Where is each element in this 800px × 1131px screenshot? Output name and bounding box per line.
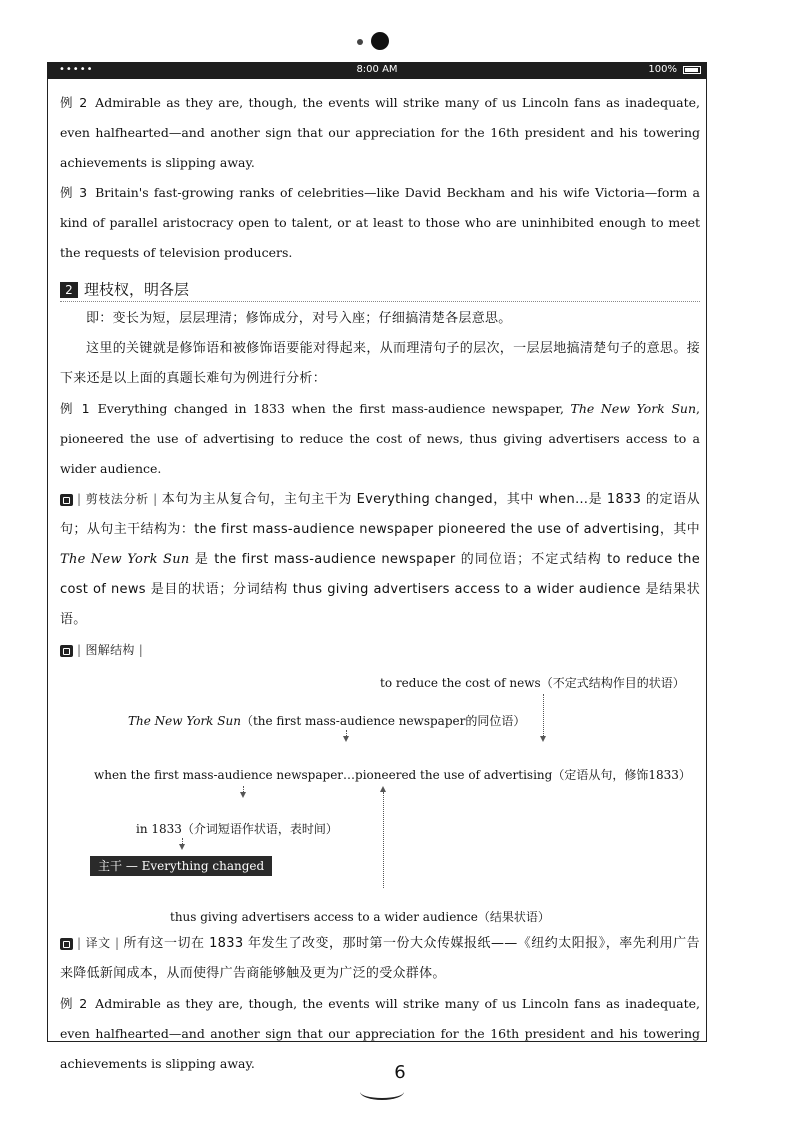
section-title: 理枝杈，明各层 bbox=[84, 280, 190, 299]
diagram-heading bbox=[60, 635, 700, 666]
note-icon bbox=[60, 645, 73, 657]
page-number: 6 bbox=[394, 1062, 406, 1083]
translation-text: 所有这一切在 1833 年发生了改变，那时第一份大众传媒报纸——《纽约太阳报》，率先利用广告来降低新闻成本，从而使得广告商能够触及更为广泛的受众群体。 bbox=[60, 936, 700, 981]
note-icon bbox=[60, 938, 73, 950]
sensor-dot bbox=[357, 39, 363, 45]
analysis-text: 是 the first mass-audience newspaper 的同位语；不定式结构 to reduce the cost of news 是目的状语；分词结构 thus giving advertisers access to a wider audience 是结果状语。 bbox=[60, 552, 700, 627]
example-paragraph bbox=[60, 88, 700, 178]
arrow-down-icon bbox=[179, 844, 185, 850]
intro-paragraph: 这里的关键就是修饰语和被修饰语要能对得起来，从而理清句子的层次，一层层地搞清楚句子的意思。接下来还是以上面的真题长难句为例进行分析： bbox=[60, 341, 700, 386]
section-heading bbox=[60, 274, 700, 304]
example-paragraph bbox=[60, 178, 700, 268]
appositive-note: （the first mass-audience newspaper的同位语） bbox=[240, 714, 526, 728]
example-text: Britain's fast-growing ranks of celebrities—like David Beckham and his wife Victoria—form a kind of parallel aristocracy open to talent, or at least to those who are uninhibited enough to meet the requests of television producers. bbox=[60, 185, 700, 260]
example-text: Admirable as they are, though, the events will strike many of us Lincoln fans as inadequate, even halfhearted—and another sign that our appreciation for the 16th president and his towering achievements is slipping away. bbox=[60, 996, 700, 1071]
battery-icon bbox=[683, 66, 701, 74]
example-label: 例 2 bbox=[60, 996, 88, 1011]
time-label: in 1833（介词短语作状语，表时间） bbox=[136, 822, 338, 836]
translation-paragraph bbox=[60, 928, 700, 989]
diagram-tag: | 图解结构 | bbox=[77, 643, 143, 657]
structure-diagram bbox=[60, 666, 700, 928]
appositive-label bbox=[128, 706, 525, 736]
main-clause-box: 主干 — Everything changed bbox=[90, 856, 272, 876]
appositive-title: The New York Sun bbox=[128, 714, 241, 728]
result-label: thus giving advertisers access to a wider audience（结果状语） bbox=[170, 910, 550, 924]
section-number: 2 bbox=[60, 282, 78, 298]
example-label: 例 2 bbox=[60, 95, 88, 110]
page-number-arc bbox=[360, 1084, 404, 1100]
example-text-part: Everything changed in 1833 when the first mass-audience newspaper, bbox=[97, 401, 571, 416]
section-divider bbox=[60, 301, 700, 302]
example-title: The New York Sun bbox=[570, 401, 696, 416]
intro-line: 即：变长为短，层层理清；修饰成分，对号入座；仔细搞清楚各层意思。 bbox=[86, 311, 512, 326]
page-content bbox=[60, 88, 700, 1079]
example-label: 例 1 bbox=[60, 401, 90, 416]
analysis-paragraph bbox=[60, 484, 700, 635]
example-paragraph bbox=[60, 394, 700, 484]
arrow-down-icon bbox=[540, 736, 546, 742]
analysis-tag: | 剪枝法分析 | bbox=[77, 492, 157, 506]
signal-indicator: ••••• bbox=[59, 64, 94, 75]
arrow-down-icon bbox=[240, 792, 246, 798]
analysis-text: 本句为主从复合句，主句主干为 Everything changed，其中 when…是 1833 的定语从句；从句主干结构为：the first mass-audience newspaper pioneered the use of advertising，其中 bbox=[60, 492, 700, 537]
device-camera bbox=[0, 30, 800, 54]
status-bar bbox=[47, 62, 707, 79]
purpose-label: to reduce the cost of news（不定式结构作目的状语） bbox=[380, 676, 685, 690]
clause-label: when the first mass-audience newspaper…pioneered the use of advertising（定语从句，修饰1833） bbox=[94, 768, 691, 782]
battery-percent: 100% bbox=[648, 64, 677, 75]
example-text-part: , pioneered the use of advertising to reduce the cost of news, thus giving advertisers access to a wider audience. bbox=[60, 401, 700, 476]
example-label: 例 3 bbox=[60, 185, 88, 200]
note-icon bbox=[60, 494, 73, 506]
arrow-down-icon bbox=[343, 736, 349, 742]
camera-lens bbox=[371, 32, 389, 50]
example-text: Admirable as they are, though, the events will strike many of us Lincoln fans as inadequate, even halfhearted—and another sign that our appreciation for the 16th president and his towering achievements is slipping away. bbox=[60, 95, 700, 170]
translation-tag: | 译文 | bbox=[77, 936, 119, 950]
purpose-connector bbox=[543, 694, 544, 738]
result-connector bbox=[383, 792, 384, 888]
analysis-title: The New York Sun bbox=[60, 552, 190, 567]
status-time: 8:00 AM bbox=[356, 64, 398, 75]
